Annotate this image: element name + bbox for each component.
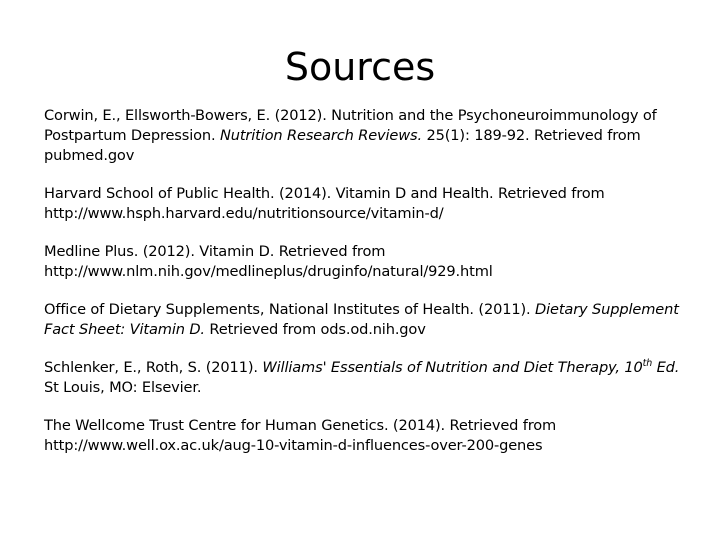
reference-item [44,416,690,456]
reference-text: Retrieved from ods.od.nih.gov [204,321,426,338]
slide-title: Sources [284,45,436,89]
reference-text: Dietary Supplement Fact Sheet: Vitamin D. [44,301,679,338]
reference-text: Corwin, E., Ellsworth-Bowers, E. (2012). Nutrition and the Psychoneuroimmunology of Postpartum Depression. [44,107,657,144]
reference-text: Williams' Essentials of Nutrition and Diet Therapy, 10 [262,359,643,376]
reference-text: The Wellcome Trust Centre for Human Genetics. (2014). Retrieved from http://www.well.ox.ac.uk/aug-10-vitamin-d-influences-over-200-genes [44,417,557,454]
reference-text: St Louis, MO: Elsevier. [44,379,202,396]
reference-item [44,300,690,340]
reference-list [44,106,690,474]
reference-item [44,106,690,166]
reference-item [44,358,690,398]
reference-text: Office of Dietary Supplements, National Institutes of Health. (2011). [44,301,536,318]
reference-item [44,184,690,224]
reference-item [44,242,690,282]
reference-text: Nutrition Research Reviews. [219,127,422,144]
reference-text: 25(1): 189-92. Retrieved from pubmed.gov [44,127,641,164]
reference-text: th [642,358,653,369]
reference-text: Harvard School of Public Health. (2014). Vitamin D and Health. Retrieved from http://www.hsph.harvard.edu/nutritionsource/vitamin-d/ [44,185,605,222]
reference-text: Schlenker, E., Roth, S. (2011). [44,359,263,376]
reference-text: Medline Plus. (2012). Vitamin D. Retrieved from http://www.nlm.nih.gov/medlineplus/druginfo/natural/929.html [44,243,493,280]
reference-text: Ed. [652,359,680,376]
